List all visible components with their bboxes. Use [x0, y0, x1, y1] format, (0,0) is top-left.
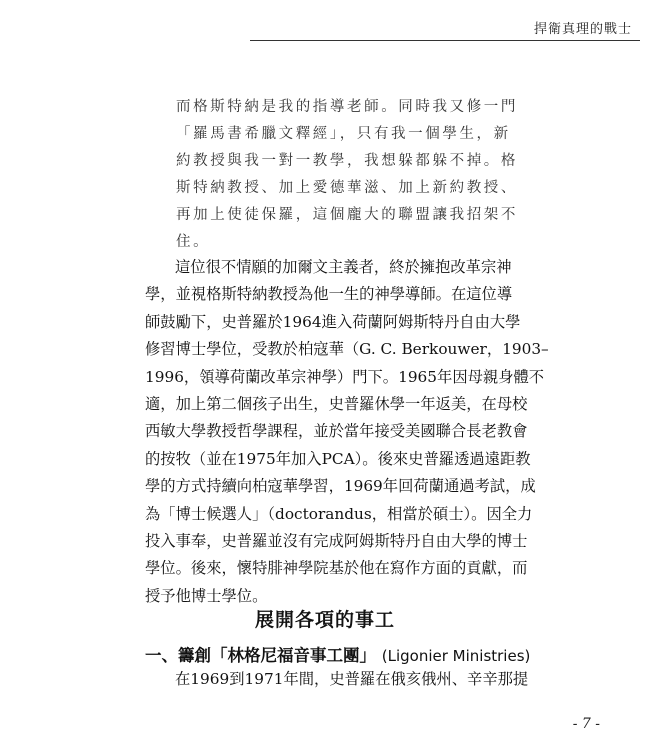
page-number: - 7 -	[572, 716, 600, 732]
running-header: 捍衛真理的戰士	[533, 22, 632, 37]
quote-line: 再加上使徒保羅，這個龐大的聯盟讓我招架不	[176, 207, 518, 223]
section-heading: 展開各項的事工	[254, 609, 395, 631]
quote-line: 「羅馬書希臘文釋經」，只有我一個學生，新	[176, 126, 511, 142]
sub-heading-title: 一、籌創「林格尼福音事工團」	[145, 646, 376, 665]
quote-line: 住。	[176, 234, 211, 250]
body-line: 投入事奉，史普羅並沒有完成阿姆斯特丹自由大學的博士	[145, 532, 528, 551]
body-line: 學，並視格斯特納教授為他一生的神學導師。在這位導	[145, 285, 513, 304]
body-paragraph	[145, 254, 549, 610]
quote-line: 斯特納教授、加上愛德華滋、加上新約教授、	[176, 180, 518, 196]
quote-line: 約教授與我一對一教學，我想躲都躲不掉。格	[176, 153, 518, 169]
body-line: 的按牧（並在1975年加入PCA）。後來史普羅透過遠距教	[145, 449, 531, 468]
body-line: 1996，領導荷蘭改革宗神學）門下。1965年因母親身體不	[145, 367, 545, 386]
body-line: 西敏大學教授哲學課程，並於當年接受美國聯合長老教會	[145, 422, 528, 441]
body-line: 這位很不情願的加爾文主義者，終於擁抱改革宗神	[175, 258, 512, 276]
sub-heading-latin: (Ligonier Ministries)	[381, 647, 531, 665]
body-line: 學的方式持續向柏寇華學習，1969年回荷蘭通過考試，成	[145, 477, 536, 496]
body-line: 授予他博士學位。	[145, 586, 268, 605]
body-line: 學位。後來，懷特腓神學院基於他在寫作方面的貢獻，而	[145, 559, 528, 578]
sub-heading	[145, 642, 531, 666]
body-line: 師鼓勵下，史普羅於1964進入荷蘭阿姆斯特丹自由大學	[145, 312, 521, 331]
body-line: 修習博士學位，受教於柏寇華（G. C. Berkouwer，1903–	[145, 340, 549, 359]
quote-line: 而格斯特納是我的指導老師。同時我又修一門	[176, 99, 518, 115]
block-quote	[176, 94, 518, 256]
body-line: 適，加上第二個孩子出生，史普羅休學一年返美，在母校	[145, 395, 528, 414]
body-line: 為「博士候選人」（doctorandus，相當於碩士）。因全力	[145, 504, 533, 523]
section-paragraph	[145, 666, 529, 693]
body-line: 在1969到1971年間，史普羅在俄亥俄州、辛辛那提	[175, 670, 529, 688]
header-rule	[250, 40, 640, 41]
